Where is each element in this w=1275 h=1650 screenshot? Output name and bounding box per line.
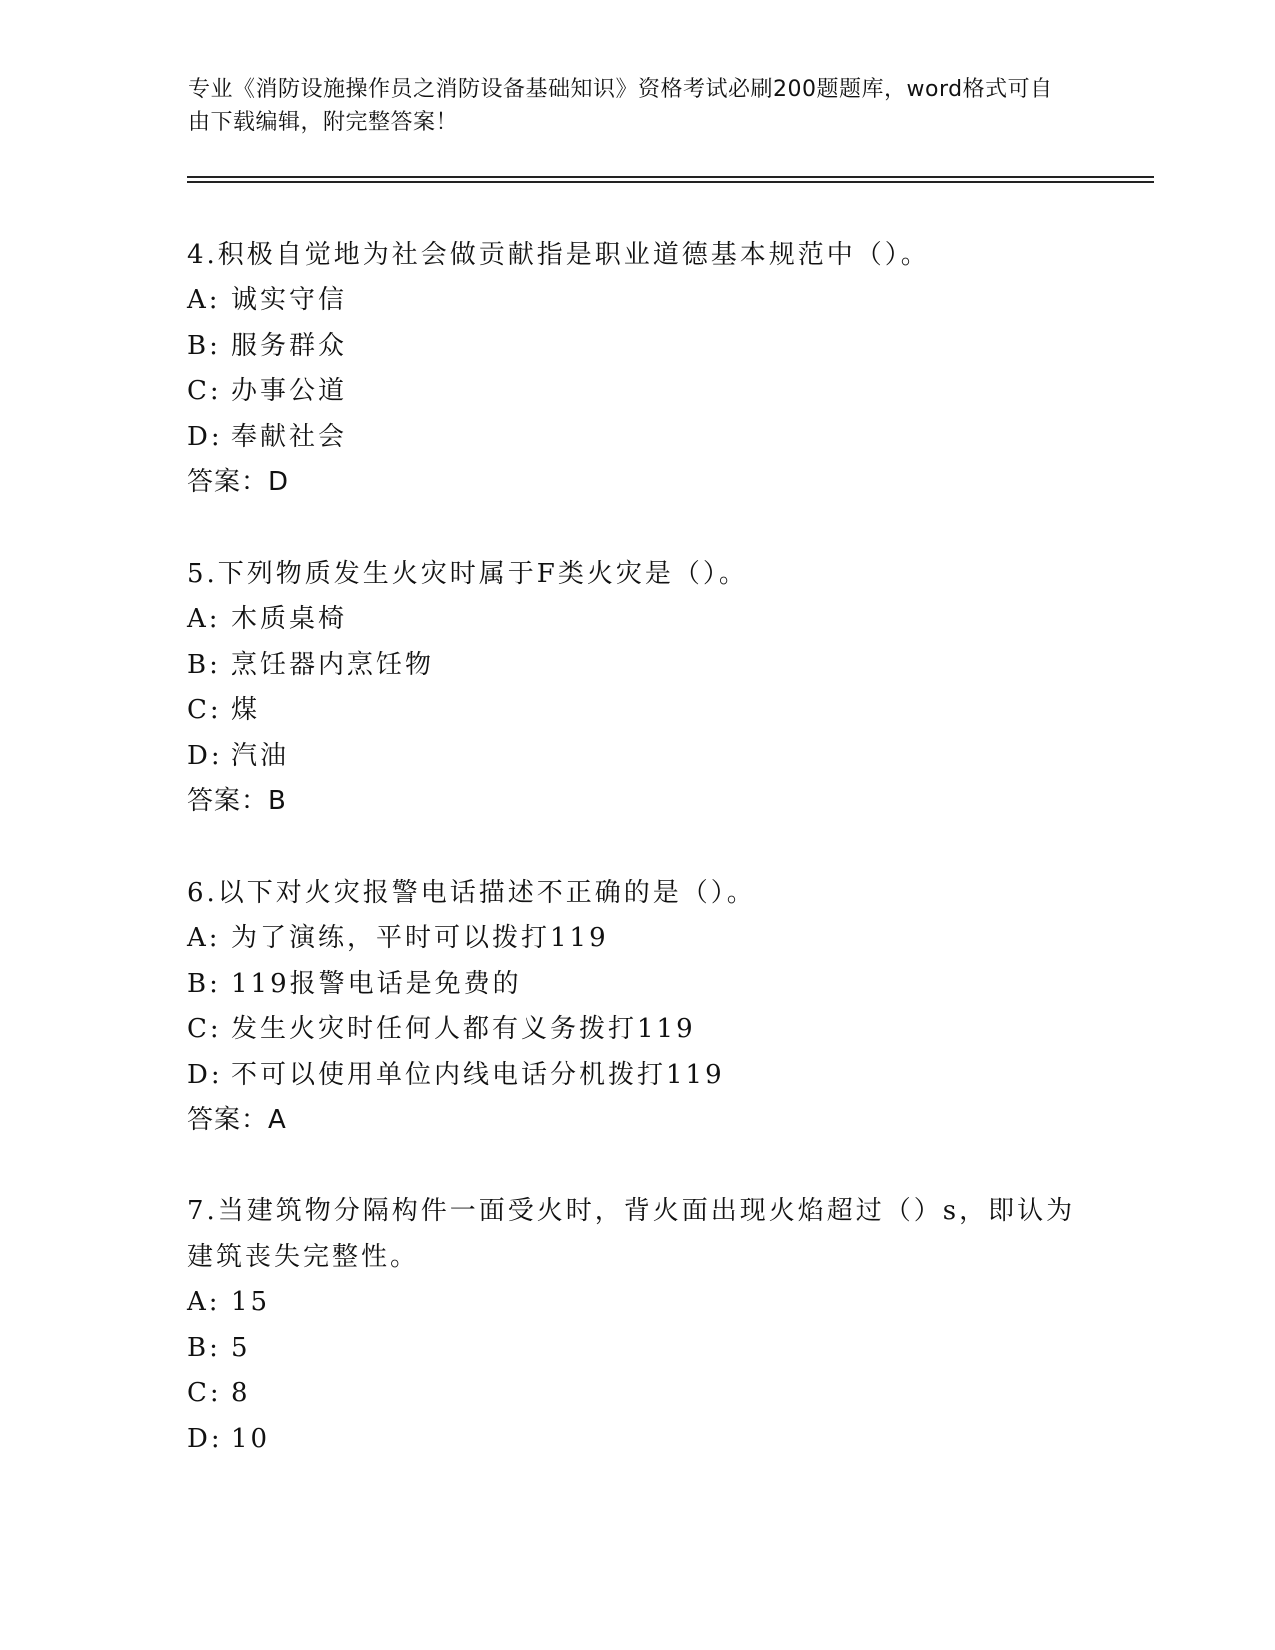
option-d [187, 415, 1087, 461]
option-b [187, 1326, 1087, 1372]
option-letter: B: [187, 1332, 221, 1363]
option-letter: C: [187, 695, 222, 726]
option-text: 诚实守信 [231, 285, 348, 315]
option-letter: C: [187, 1014, 222, 1045]
question-5 [187, 551, 1087, 824]
answer-line: 答案：D [187, 467, 290, 498]
option-text: 为了演练，平时可以拨打119 [231, 923, 609, 953]
question-stem: 7.当建筑物分隔构件一面受火时，背火面出现火焰超过（）s，即认为建筑丧失完整性。 [187, 1196, 1076, 1272]
document-header: 专业《消防设施操作员之消防设备基础知识》资格考试必刷200题题库，word格式可自由下载编辑，附完整答案！ [188, 77, 1053, 135]
option-b [187, 324, 1087, 370]
question-7 [187, 1188, 1087, 1462]
option-letter: A: [187, 604, 221, 634]
option-text: 15 [231, 1287, 271, 1317]
option-a [187, 278, 1087, 324]
header-divider-top [187, 176, 1154, 178]
option-letter: A: [187, 285, 221, 315]
option-a [187, 1280, 1087, 1326]
option-letter: B: [187, 330, 221, 361]
option-letter: D: [187, 1423, 223, 1454]
question-stem: 6.以下对火灾报警电话描述不正确的是（）。 [187, 878, 756, 908]
option-d [187, 734, 1087, 780]
option-letter: A: [187, 923, 221, 953]
option-letter: D: [187, 1059, 223, 1090]
question-4 [187, 232, 1087, 505]
question-stem: 4.积极自觉地为社会做贡献指是职业道德基本规范中（）。 [187, 240, 930, 270]
option-c [187, 1371, 1087, 1417]
option-d [187, 1417, 1087, 1463]
option-c [187, 688, 1087, 734]
option-letter: B: [187, 649, 221, 680]
question-6 [187, 870, 1087, 1143]
option-text: 119报警电话是免费的 [231, 968, 522, 999]
header-divider-bottom [187, 181, 1154, 183]
option-text: 发生火灾时任何人都有义务拨打119 [231, 1014, 696, 1045]
option-text: 木质桌椅 [231, 604, 348, 634]
option-letter: D: [187, 421, 223, 452]
answer-line: 答案：A [187, 1105, 287, 1136]
option-text: 奉献社会 [231, 421, 348, 452]
question-stem: 5.下列物质发生火灾时属于F类火灾是（）。 [187, 559, 748, 589]
option-letter: A: [187, 1287, 221, 1317]
option-text: 5 [231, 1332, 251, 1363]
option-text: 煤 [231, 695, 261, 726]
option-text: 服务群众 [231, 330, 348, 361]
option-letter: C: [187, 376, 222, 407]
option-text: 烹饪器内烹饪物 [231, 649, 435, 680]
option-text: 不可以使用单位内线电话分机拨打119 [231, 1059, 725, 1090]
answer-line: 答案：B [187, 786, 287, 817]
option-b [187, 643, 1087, 689]
option-a [187, 597, 1087, 643]
option-letter: B: [187, 968, 221, 999]
option-b [187, 962, 1087, 1008]
option-letter: D: [187, 740, 223, 771]
option-d [187, 1053, 1087, 1099]
option-c [187, 369, 1087, 415]
option-text: 办事公道 [231, 376, 348, 407]
option-c [187, 1007, 1087, 1053]
option-text: 汽油 [231, 740, 290, 771]
option-letter: C: [187, 1378, 222, 1409]
option-a [187, 916, 1087, 962]
option-text: 10 [231, 1423, 271, 1454]
option-text: 8 [231, 1378, 251, 1409]
